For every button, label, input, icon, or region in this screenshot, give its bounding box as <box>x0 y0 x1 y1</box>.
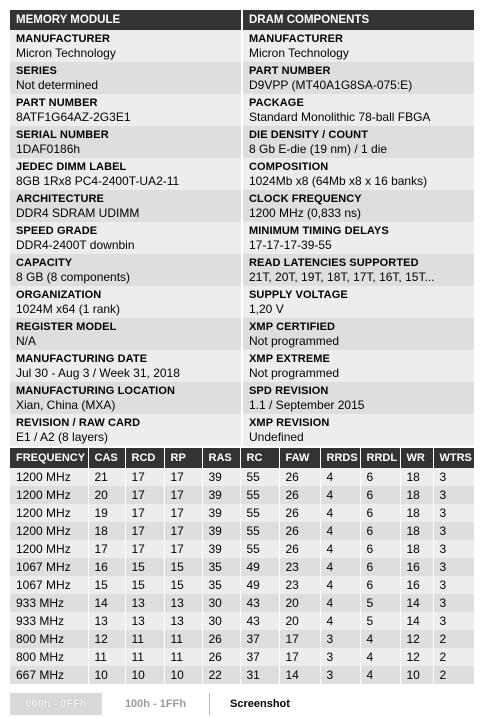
table-cell: 49 <box>240 576 279 594</box>
field-value: Not determined <box>16 78 99 92</box>
field-value: Micron Technology <box>249 46 349 60</box>
table-cell: 3 <box>433 486 474 504</box>
table-cell: 13 <box>125 594 164 612</box>
field-value: 1024Mb x8 (64Mb x8 x 16 banks) <box>249 174 428 188</box>
info-field <box>243 222 474 254</box>
table-cell: 26 <box>279 468 320 486</box>
table-cell: 13 <box>164 594 202 612</box>
table-row <box>10 486 474 504</box>
table-cell: 18 <box>400 522 433 540</box>
info-field <box>243 318 474 350</box>
column-header: FAW <box>279 448 320 468</box>
table-cell: 10 <box>164 666 202 684</box>
field-label: DIE DENSITY / COUNT <box>249 129 369 141</box>
table-cell: 4 <box>320 540 360 558</box>
table-cell: 14 <box>88 594 125 612</box>
field-value: 1.1 / September 2015 <box>249 398 365 412</box>
table-cell: 49 <box>240 558 279 576</box>
field-value: 21T, 20T, 19T, 18T, 17T, 16T, 15T... <box>249 270 435 284</box>
section-header <box>10 10 474 30</box>
info-field <box>243 30 474 62</box>
table-cell: 17 <box>125 540 164 558</box>
field-label: JEDEC DIMM LABEL <box>16 161 127 173</box>
table-cell: 1067 MHz <box>10 576 88 594</box>
table-cell: 26 <box>202 648 240 666</box>
info-field <box>10 286 241 318</box>
table-cell: 43 <box>240 612 279 630</box>
field-value: 1DAF0186h <box>16 142 81 156</box>
table-cell: 1200 MHz <box>10 522 88 540</box>
table-cell: 13 <box>164 612 202 630</box>
table-cell: 6 <box>360 558 400 576</box>
table-cell: 30 <box>202 594 240 612</box>
table-cell: 20 <box>279 594 320 612</box>
table-cell: 22 <box>202 666 240 684</box>
table-cell: 2 <box>433 648 474 666</box>
info-field <box>243 62 474 94</box>
table-cell: 16 <box>88 558 125 576</box>
field-value: Undefined <box>249 430 304 444</box>
table-cell: 18 <box>400 486 433 504</box>
field-value: 1024M x64 (1 rank) <box>16 302 121 316</box>
column-header: CAS <box>88 448 125 468</box>
table-cell: 39 <box>202 468 240 486</box>
info-field <box>10 126 241 158</box>
table-cell: 4 <box>320 522 360 540</box>
dram-components-column <box>241 30 474 446</box>
table-cell: 17 <box>164 504 202 522</box>
info-field <box>10 222 241 254</box>
table-cell: 4 <box>320 594 360 612</box>
tab-000h-0ffh[interactable]: 000h - 0FFh <box>10 693 102 715</box>
column-header: RAS <box>202 448 240 468</box>
table-cell: 12 <box>88 630 125 648</box>
info-field <box>243 190 474 222</box>
field-value: 8 GB (8 components) <box>16 270 131 284</box>
field-value: Not programmed <box>249 366 340 380</box>
table-cell: 1200 MHz <box>10 504 88 522</box>
table-cell: 4 <box>320 612 360 630</box>
info-field <box>10 62 241 94</box>
table-cell: 17 <box>125 468 164 486</box>
info-field <box>243 126 474 158</box>
table-cell: 11 <box>164 630 202 648</box>
table-cell: 39 <box>202 540 240 558</box>
table-cell: 17 <box>279 648 320 666</box>
field-label: SUPPLY VOLTAGE <box>249 289 348 301</box>
table-cell: 13 <box>88 612 125 630</box>
table-cell: 17 <box>279 630 320 648</box>
table-cell: 6 <box>360 468 400 486</box>
table-cell: 6 <box>360 504 400 522</box>
table-cell: 23 <box>279 558 320 576</box>
field-label: MANUFACTURING LOCATION <box>16 385 176 397</box>
info-field <box>10 94 241 126</box>
table-cell: 4 <box>360 648 400 666</box>
table-cell: 26 <box>279 540 320 558</box>
table-cell: 4 <box>320 576 360 594</box>
field-value: D9VPP (MT40A1G8SA-075:E) <box>249 78 413 92</box>
table-cell: 37 <box>240 630 279 648</box>
table-cell: 21 <box>88 468 125 486</box>
table-cell: 3 <box>433 504 474 522</box>
field-label: XMP CERTIFIED <box>249 321 336 333</box>
info-field <box>243 382 474 414</box>
memory-module-column <box>10 30 241 446</box>
column-header: WR <box>400 448 433 468</box>
column-header: RCD <box>125 448 164 468</box>
table-cell: 6 <box>360 576 400 594</box>
memory-module-title: MEMORY MODULE <box>16 14 121 26</box>
table-cell: 31 <box>240 666 279 684</box>
table-cell: 39 <box>202 504 240 522</box>
table-cell: 11 <box>164 648 202 666</box>
table-row <box>10 576 474 594</box>
field-label: REGISTER MODEL <box>16 321 117 333</box>
field-value: DDR4-2400T downbin <box>16 238 135 252</box>
field-label: PACKAGE <box>249 97 304 109</box>
table-row <box>10 468 474 486</box>
table-cell: 30 <box>202 612 240 630</box>
table-cell: 11 <box>125 630 164 648</box>
table-cell: 39 <box>202 522 240 540</box>
table-cell: 35 <box>202 576 240 594</box>
table-cell: 3 <box>433 594 474 612</box>
field-label: ORGANIZATION <box>16 289 102 301</box>
table-cell: 17 <box>164 522 202 540</box>
table-cell: 3 <box>433 558 474 576</box>
column-header: WTRS <box>433 448 474 468</box>
table-cell: 55 <box>240 540 279 558</box>
field-value: 1200 MHz (0,833 ns) <box>249 206 362 220</box>
table-cell: 17 <box>88 540 125 558</box>
tab-screenshot[interactable]: Screenshot <box>230 698 290 710</box>
field-label: SPEED GRADE <box>16 225 98 237</box>
field-label: MANUFACTURING DATE <box>16 353 148 365</box>
table-cell: 1200 MHz <box>10 468 88 486</box>
tab-100h-1ffh[interactable]: 100h - 1FFh <box>102 693 210 715</box>
timings-table <box>10 448 474 684</box>
table-cell: 18 <box>400 504 433 522</box>
table-cell: 17 <box>125 522 164 540</box>
field-label: ARCHITECTURE <box>16 193 104 205</box>
table-cell: 800 MHz <box>10 648 88 666</box>
info-field <box>10 190 241 222</box>
table-cell: 2 <box>433 630 474 648</box>
timings-body <box>10 468 474 684</box>
table-cell: 12 <box>400 648 433 666</box>
field-value: N/A <box>16 334 37 348</box>
column-header: RRDL <box>360 448 400 468</box>
table-cell: 14 <box>400 612 433 630</box>
table-cell: 4 <box>320 468 360 486</box>
table-row <box>10 558 474 576</box>
field-label: MINIMUM TIMING DELAYS <box>249 225 389 237</box>
table-cell: 13 <box>125 612 164 630</box>
table-cell: 3 <box>320 630 360 648</box>
table-cell: 6 <box>360 540 400 558</box>
field-value: 17-17-17-39-55 <box>249 238 332 252</box>
table-cell: 55 <box>240 522 279 540</box>
table-cell: 17 <box>125 504 164 522</box>
field-value: Jul 30 - Aug 3 / Week 31, 2018 <box>16 366 180 380</box>
timings-header-row <box>10 448 474 468</box>
field-value: E1 / A2 (8 layers) <box>16 430 109 444</box>
table-cell: 4 <box>360 666 400 684</box>
field-label: XMP REVISION <box>249 417 330 429</box>
field-label: XMP EXTREME <box>249 353 330 365</box>
field-label: COMPOSITION <box>249 161 329 173</box>
table-row <box>10 504 474 522</box>
table-cell: 4 <box>320 558 360 576</box>
table-cell: 5 <box>360 612 400 630</box>
table-cell: 800 MHz <box>10 630 88 648</box>
field-value: 1,20 V <box>249 302 284 316</box>
table-row <box>10 612 474 630</box>
table-cell: 19 <box>88 504 125 522</box>
table-cell: 3 <box>433 612 474 630</box>
table-cell: 2 <box>433 666 474 684</box>
tab-bar <box>10 690 474 718</box>
field-label: SERIES <box>16 65 57 77</box>
table-cell: 15 <box>88 576 125 594</box>
table-cell: 26 <box>279 486 320 504</box>
table-cell: 667 MHz <box>10 666 88 684</box>
table-cell: 55 <box>240 486 279 504</box>
info-field <box>10 350 241 382</box>
table-row <box>10 648 474 666</box>
table-cell: 5 <box>360 594 400 612</box>
info-field <box>243 286 474 318</box>
table-cell: 18 <box>88 522 125 540</box>
table-cell: 15 <box>164 576 202 594</box>
table-cell: 11 <box>88 648 125 666</box>
table-cell: 4 <box>320 486 360 504</box>
table-cell: 3 <box>433 576 474 594</box>
table-cell: 18 <box>400 468 433 486</box>
info-field <box>243 254 474 286</box>
table-cell: 17 <box>164 468 202 486</box>
field-label: PART NUMBER <box>16 97 98 109</box>
table-cell: 4 <box>320 504 360 522</box>
table-cell: 1200 MHz <box>10 486 88 504</box>
field-value: 8ATF1G64AZ-2G3E1 <box>16 110 131 124</box>
info-field <box>10 414 241 446</box>
dram-components-title: DRAM COMPONENTS <box>241 10 474 30</box>
info-field <box>10 254 241 286</box>
table-cell: 1067 MHz <box>10 558 88 576</box>
info-field <box>10 382 241 414</box>
table-cell: 3 <box>433 522 474 540</box>
column-header: RRDS <box>320 448 360 468</box>
table-cell: 3 <box>433 540 474 558</box>
field-label: REVISION / RAW CARD <box>16 417 141 429</box>
table-cell: 26 <box>279 522 320 540</box>
field-label: SERIAL NUMBER <box>16 129 109 141</box>
table-cell: 14 <box>279 666 320 684</box>
table-cell: 6 <box>360 522 400 540</box>
table-cell: 16 <box>400 576 433 594</box>
field-label: MANUFACTURER <box>249 33 344 45</box>
field-label: SPD REVISION <box>249 385 329 397</box>
info-field <box>10 30 241 62</box>
table-cell: 11 <box>125 648 164 666</box>
table-row <box>10 630 474 648</box>
table-cell: 18 <box>400 540 433 558</box>
field-value: Not programmed <box>249 334 340 348</box>
table-cell: 43 <box>240 594 279 612</box>
table-cell: 15 <box>164 558 202 576</box>
table-cell: 3 <box>433 468 474 486</box>
table-cell: 26 <box>279 504 320 522</box>
table-cell: 17 <box>164 486 202 504</box>
table-cell: 10 <box>125 666 164 684</box>
table-cell: 15 <box>125 576 164 594</box>
info-field <box>243 350 474 382</box>
table-row <box>10 522 474 540</box>
table-cell: 20 <box>88 486 125 504</box>
table-cell: 4 <box>360 630 400 648</box>
table-cell: 17 <box>125 486 164 504</box>
table-cell: 1200 MHz <box>10 540 88 558</box>
field-value: 8 Gb E-die (19 nm) / 1 die <box>249 142 388 156</box>
table-cell: 6 <box>360 486 400 504</box>
table-row <box>10 594 474 612</box>
info-field <box>243 414 474 446</box>
column-header: RC <box>240 448 279 468</box>
field-label: READ LATENCIES SUPPORTED <box>249 257 419 269</box>
table-cell: 26 <box>202 630 240 648</box>
table-cell: 20 <box>279 612 320 630</box>
info-field <box>243 158 474 190</box>
table-cell: 933 MHz <box>10 612 88 630</box>
field-value: Micron Technology <box>16 46 116 60</box>
table-cell: 35 <box>202 558 240 576</box>
field-value: Standard Monolithic 78-ball FBGA <box>249 110 431 124</box>
column-header: FREQUENCY <box>10 448 88 468</box>
table-row <box>10 666 474 684</box>
field-label: CAPACITY <box>16 257 73 269</box>
table-cell: 55 <box>240 468 279 486</box>
table-cell: 12 <box>400 630 433 648</box>
table-cell: 10 <box>88 666 125 684</box>
field-value: Xian, China (MXA) <box>16 398 116 412</box>
table-cell: 933 MHz <box>10 594 88 612</box>
info-field <box>243 94 474 126</box>
table-cell: 17 <box>164 540 202 558</box>
column-header: RP <box>164 448 202 468</box>
table-cell: 55 <box>240 504 279 522</box>
table-cell: 15 <box>125 558 164 576</box>
field-label: PART NUMBER <box>249 65 331 77</box>
table-cell: 10 <box>400 666 433 684</box>
info-field <box>10 318 241 350</box>
table-cell: 3 <box>320 666 360 684</box>
table-row <box>10 540 474 558</box>
table-cell: 14 <box>400 594 433 612</box>
table-cell: 16 <box>400 558 433 576</box>
field-value: DDR4 SDRAM UDIMM <box>16 206 140 220</box>
table-cell: 23 <box>279 576 320 594</box>
field-value: 8GB 1Rx8 PC4-2400T-UA2-11 <box>16 174 180 188</box>
field-label: CLOCK FREQUENCY <box>249 193 362 205</box>
table-cell: 3 <box>320 648 360 666</box>
info-field <box>10 158 241 190</box>
info-grid <box>10 30 474 446</box>
table-cell: 39 <box>202 486 240 504</box>
table-cell: 37 <box>240 648 279 666</box>
field-label: MANUFACTURER <box>16 33 111 45</box>
spd-panel <box>10 10 474 684</box>
